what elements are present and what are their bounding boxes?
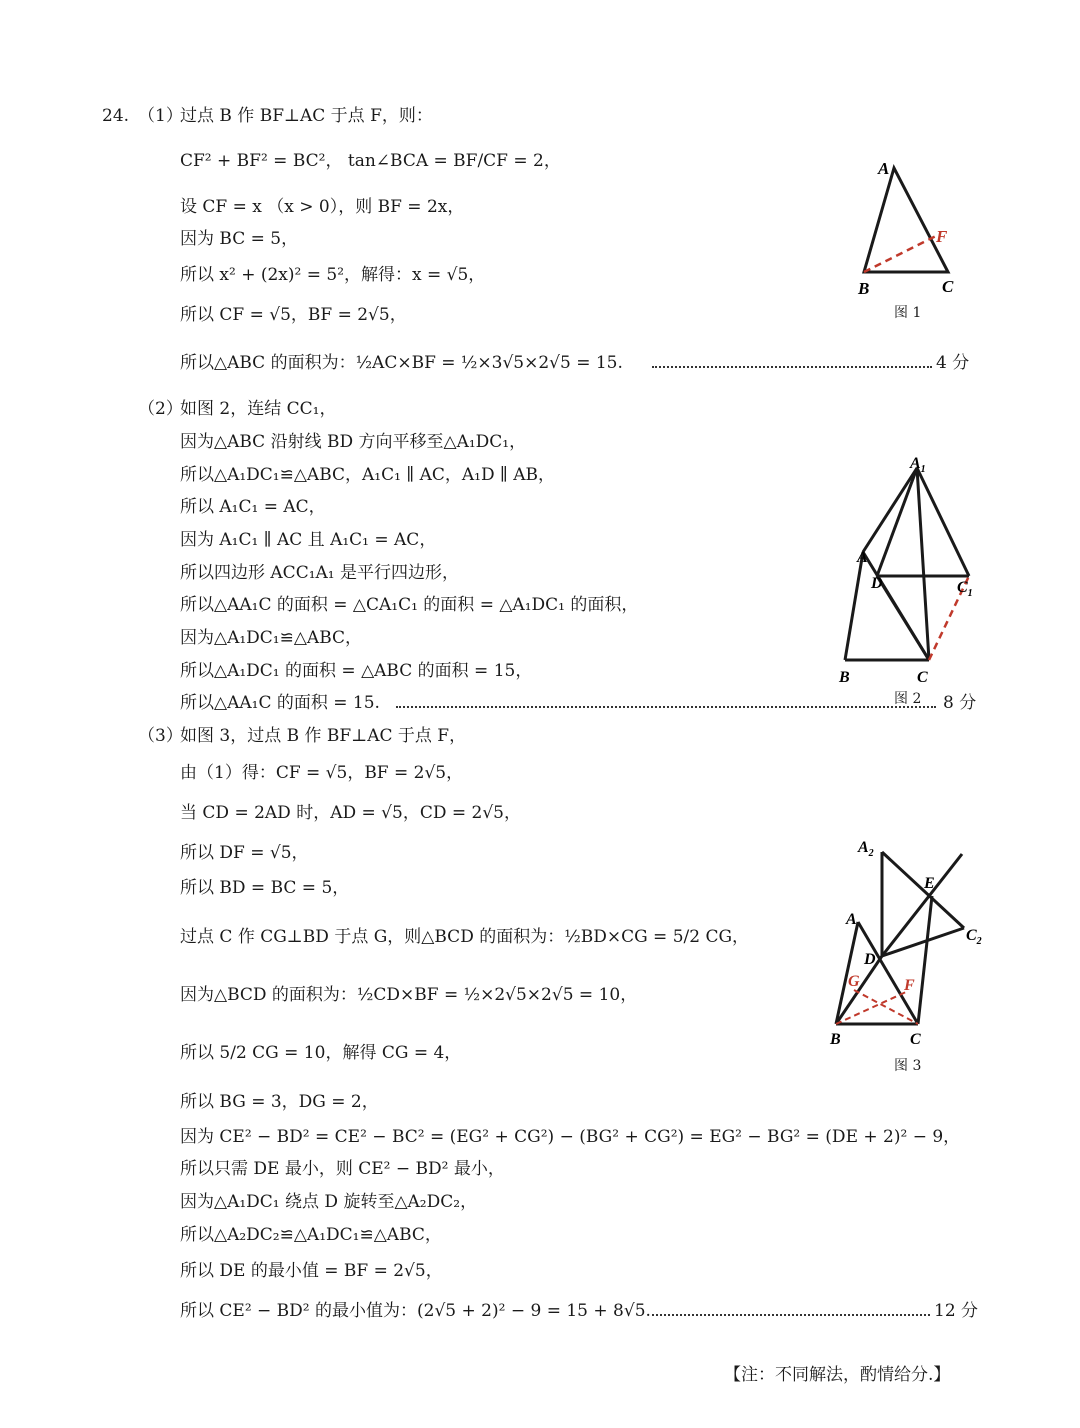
fig3-label-a: A	[846, 911, 857, 928]
score-leader-dots	[652, 366, 932, 368]
fig3-label-a2: $A_2$	[858, 839, 874, 859]
part2-line-2: 因为△ABC 沿射线 BD 方向平移至△A₁DC₁，	[180, 432, 527, 452]
fig2-label-b: B	[839, 669, 850, 686]
part3-label: （3）	[138, 726, 183, 746]
fig3-label-g: G	[848, 973, 860, 990]
fig2-label-c: C	[917, 669, 928, 686]
part2-line-3: 所以△A₁DC₁≌△ABC，A₁C₁ ∥ AC，A₁D ∥ AB，	[180, 465, 556, 485]
part2-line-9: 所以△A₁DC₁ 的面积 = △ABC 的面积 = 15，	[180, 661, 533, 681]
fig3-label-d: D	[864, 951, 876, 968]
part1-score: 4 分	[936, 353, 970, 373]
part1-line-5: 所以 x² + (2x)² = 5²，解得：x = √5，	[180, 265, 486, 285]
fig3-label-b: B	[830, 1031, 841, 1048]
part1-line-7: 所以△ABC 的面积为：½AC×BF = ½×3√5×2√5 = 15.	[180, 353, 623, 373]
grading-note: 【注：不同解法，酌情给分.】	[724, 1365, 951, 1385]
fig3-label-c2: $C_2$	[966, 927, 982, 947]
question-number: 24.	[102, 106, 130, 126]
part3-line-7: 因为△BCD 的面积为：½CD×BF = ½×2√5×2√5 = 10，	[180, 985, 638, 1005]
fig1-label-f: F	[936, 227, 948, 246]
part2-line-4: 所以 A₁C₁ = AC，	[180, 497, 326, 517]
part3-line-9: 所以 BG = 3，DG = 2，	[180, 1092, 379, 1112]
part2-line-10: 所以△AA₁C 的面积 = 15.	[180, 693, 380, 713]
part3-line-5: 所以 BD = BC = 5，	[180, 878, 350, 898]
fig2-label-a: A	[857, 549, 868, 566]
fig2-label-c1: $C_1$	[957, 579, 973, 599]
score-leader-dots	[652, 1314, 930, 1316]
triangle-abc	[864, 168, 948, 272]
fig1-label-c: C	[942, 277, 954, 296]
figure-1	[850, 150, 970, 310]
part3-line-11: 所以只需 DE 最小，则 CE² − BD² 最小，	[180, 1159, 505, 1179]
part1-label: （1）	[138, 106, 183, 126]
fig3-label-c: C	[910, 1031, 921, 1048]
figure-3	[828, 834, 988, 1049]
figure-1-caption: 图 1	[894, 305, 922, 321]
fig1-label-b: B	[858, 279, 870, 298]
figure-2	[835, 450, 985, 690]
part2-line-7: 所以△AA₁C 的面积 = △CA₁C₁ 的面积 = △A₁DC₁ 的面积，	[180, 595, 639, 615]
part1-line-3: 设 CF = x （x > 0），则 BF = 2x，	[180, 197, 465, 217]
fig1-label-a: A	[878, 159, 890, 178]
part3-line-8: 所以 5/2 CG = 10，解得 CG = 4，	[180, 1043, 462, 1063]
part1-line-2: CF² + BF² = BC²， tan∠BCA = BF/CF = 2，	[180, 151, 561, 171]
bf-dashed-line	[864, 236, 936, 272]
fig3-label-e: E	[924, 875, 935, 892]
part2-line-5: 因为 A₁C₁ ∥ AC 且 A₁C₁ = AC，	[180, 530, 437, 550]
part3-line-6: 过点 C 作 CG⊥BD 于点 G，则△BCD 的面积为：½BD×CG = 5/2 CG，	[180, 927, 750, 947]
part3-line-10: 因为 CE² − BD² = CE² − BC² = (EG² + CG²) − (BG² + CG²) = EG² − BG² = (DE + 2)² − 9，	[180, 1127, 961, 1147]
figure-2-caption: 图 2	[894, 691, 922, 707]
score-leader-dots	[396, 706, 936, 708]
part2-score: 8 分	[943, 693, 977, 713]
figure-3-caption: 图 3	[894, 1058, 922, 1074]
fig2-label-a1: $A_1$	[910, 455, 926, 475]
part2-line-6: 所以四边形 ACC₁A₁ 是平行四边形，	[180, 563, 460, 583]
part3-line-12: 因为△A₁DC₁ 绕点 D 旋转至△A₂DC₂，	[180, 1192, 478, 1212]
part3-score: 12 分	[934, 1301, 979, 1321]
part2-label: （2）	[138, 399, 183, 419]
part3-line-4: 所以 DF = √5，	[180, 843, 309, 863]
part3-line-3: 当 CD = 2AD 时，AD = √5，CD = 2√5，	[180, 803, 521, 823]
part2-line-8: 因为△A₁DC₁≌△ABC，	[180, 628, 363, 648]
part3-line-15: 所以 CE² − BD² 的最小值为：(2√5 + 2)² − 9 = 15 + 8√5.	[180, 1301, 651, 1321]
part1-line-4: 因为 BC = 5，	[180, 229, 299, 249]
part1-line-6: 所以 CF = √5，BF = 2√5，	[180, 305, 407, 325]
part1-line-1: 过点 B 作 BF⊥AC 于点 F，则：	[180, 106, 433, 126]
part3-line-13: 所以△A₂DC₂≌△A₁DC₁≌△ABC，	[180, 1225, 442, 1245]
fig3-label-f: F	[904, 977, 915, 994]
fig2-label-d: D	[871, 575, 883, 592]
part2-line-1: 如图 2，连结 CC₁，	[180, 399, 337, 419]
part3-line-14: 所以 DE 的最小值 = BF = 2√5，	[180, 1261, 443, 1281]
part3-line-1: 如图 3，过点 B 作 BF⊥AC 于点 F，	[180, 726, 467, 746]
part3-line-2: 由（1）得：CF = √5，BF = 2√5，	[180, 763, 464, 783]
